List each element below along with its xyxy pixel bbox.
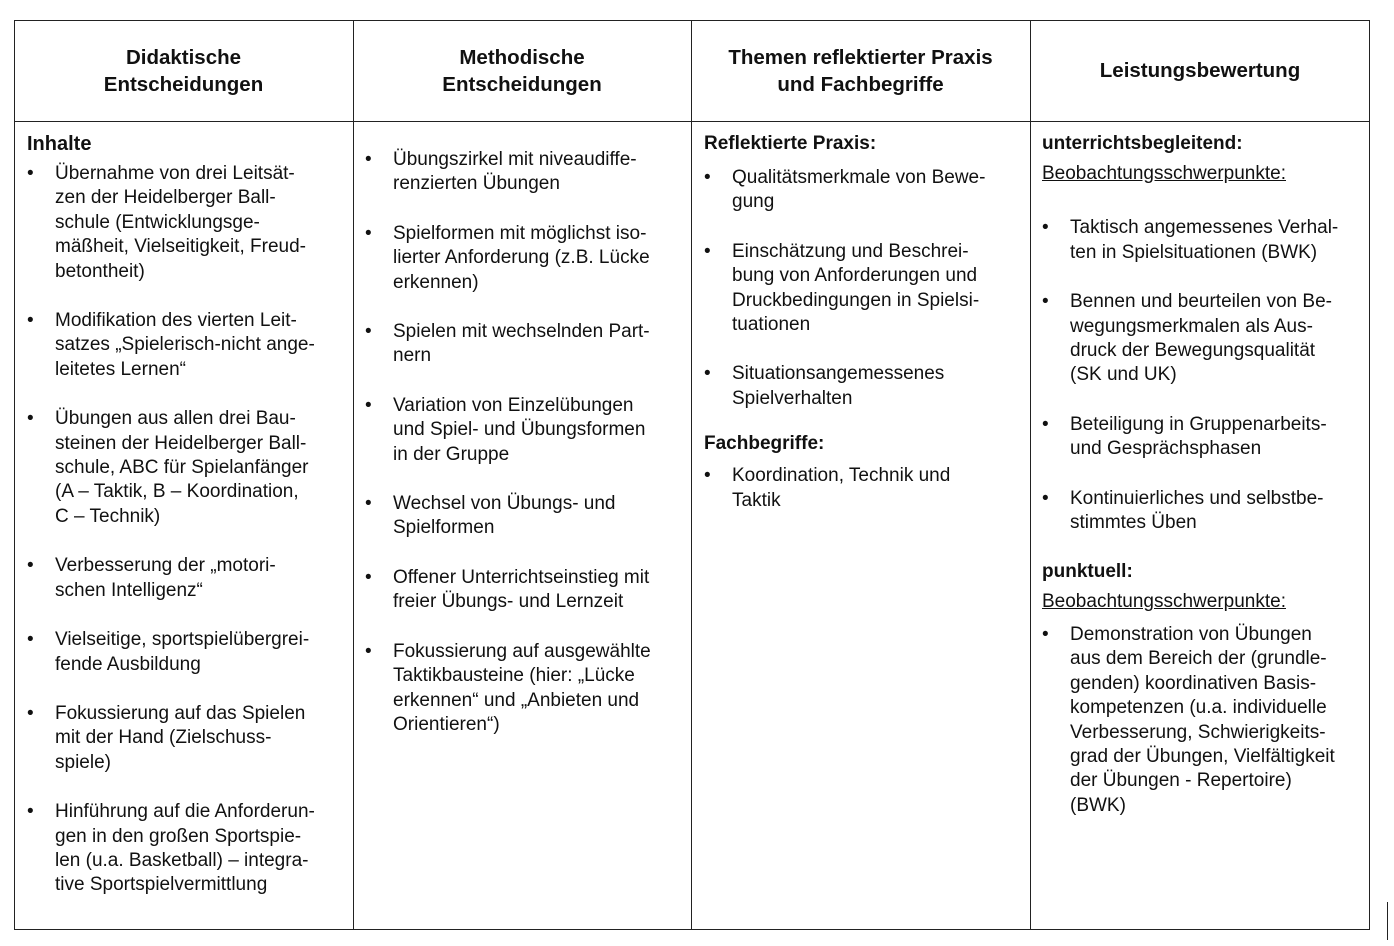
list-item-line: spiele) xyxy=(55,751,111,773)
list-item xyxy=(27,554,349,603)
section-title-reflektierte-praxis: Reflektierte Praxis: xyxy=(704,133,877,154)
list-item-line: schule (Entwicklungsge- xyxy=(55,211,260,233)
list-fachbegriffe xyxy=(704,464,1026,513)
list-item xyxy=(365,492,687,541)
list-item-line: • Spielformen mit möglichst iso- xyxy=(393,222,647,244)
list-item-line: mit der Hand (Zielschuss- xyxy=(55,727,272,749)
list-item-line: • Situationsangemessenes xyxy=(732,363,945,385)
column-themen xyxy=(704,132,1026,538)
column-divider-3 xyxy=(1030,20,1031,930)
header-line: Leistungsbewertung xyxy=(1099,59,1301,82)
list-item xyxy=(704,464,1026,513)
list-item-line: wegungsmerkmalen als Aus- xyxy=(1070,315,1313,337)
section-title-unterrichtsbegleitend: unterrichtsbegleitend: xyxy=(1042,133,1243,154)
list-item-line: C – Technik) xyxy=(55,505,161,527)
list-item-line: gung xyxy=(732,191,775,213)
list-item-line: • Wechsel von Übungs- und xyxy=(393,493,616,515)
list-item-line: lierter Anforderung (z.B. Lücke xyxy=(393,247,650,269)
header-line: Themen reflektierter Praxis xyxy=(728,45,993,69)
header-line: Methodische xyxy=(459,45,585,69)
list-item-line: in der Gruppe xyxy=(393,443,510,465)
list-item-line: aus dem Bereich der (grundle- xyxy=(1070,648,1327,670)
list-item-line: • Hinführung auf die Anforderun- xyxy=(55,801,315,823)
list-item-line: • Variation von Einzelübungen xyxy=(393,394,634,416)
list-item-line: fende Ausbildung xyxy=(55,653,201,675)
list-item-line: stimmtes Üben xyxy=(1070,512,1197,534)
list-item xyxy=(27,628,349,677)
list-item-line: Taktik xyxy=(732,489,781,511)
list-item xyxy=(27,407,349,529)
section-title-fachbegriffe: Fachbegriffe: xyxy=(704,433,825,455)
list-inhalte xyxy=(27,162,349,898)
header-line: und Fachbegriffe xyxy=(777,72,944,96)
list-item-line: renzierten Übungen xyxy=(393,173,560,195)
list-item-line: • Qualitätsmerkmale von Bewe- xyxy=(732,167,986,188)
list-item-line: schen Intelligenz“ xyxy=(55,579,203,601)
header-themen xyxy=(691,20,1030,121)
list-item xyxy=(27,162,349,284)
list-reflektierte-praxis xyxy=(704,166,1026,411)
list-item-line: • Übernahme von drei Leitsät- xyxy=(55,163,295,184)
list-item-line: • Vielseitige, sportspielübergrei- xyxy=(55,629,310,651)
list-item xyxy=(365,394,687,467)
list-item-line: (A – Taktik, B – Koordination, xyxy=(55,481,299,503)
list-item xyxy=(1042,487,1366,536)
column-methodische xyxy=(365,148,687,762)
section-title-punktuell: punktuell: xyxy=(1042,561,1133,583)
list-item xyxy=(365,320,687,369)
header-line: Entscheidungen xyxy=(103,72,264,96)
list-item-line: • Fokussierung auf ausgewählte xyxy=(393,640,651,662)
list-item-line: betontheit) xyxy=(55,260,145,282)
header-didaktische xyxy=(14,20,353,121)
list-item-line: druck der Bewegungsqualität xyxy=(1070,340,1316,362)
list-item-line: • Verbesserung der „motori- xyxy=(55,555,276,577)
list-item-line: erkennen“ und „Anbieten und xyxy=(393,689,640,711)
column-didaktische xyxy=(27,132,349,923)
list-item-line: ten in Spielsituationen (BWK) xyxy=(1070,241,1318,263)
list-item-line: tuationen xyxy=(732,314,811,336)
list-item-line: Spielformen xyxy=(393,517,495,539)
list-item-line: tive Sportspielvermittlung xyxy=(55,874,268,896)
list-item-line: erkennen) xyxy=(393,271,479,293)
list-item-line: Spielverhalten xyxy=(732,387,853,409)
list-methodische xyxy=(365,148,687,737)
header-divider xyxy=(14,121,1370,122)
list-item-line: • Fokussierung auf das Spielen xyxy=(55,702,306,724)
list-item-line: • Offener Unterrichtseinstieg mit xyxy=(393,566,650,588)
list-item xyxy=(27,309,349,382)
list-item-line: • Demonstration von Übungen xyxy=(1070,623,1312,645)
list-item-line: mäßheit, Vielseitigkeit, Freud- xyxy=(55,236,306,258)
header-line: Didaktische xyxy=(125,45,242,69)
list-item xyxy=(1042,413,1366,462)
list-item xyxy=(27,800,349,898)
list-item-line: steinen der Heidelberger Ball- xyxy=(55,432,307,454)
list-item-line: freier Übungs- und Lernzeit xyxy=(393,591,624,613)
list-item-line: schule, ABC für Spielanfänger xyxy=(55,457,309,479)
list-item-line: grad der Übungen, Vielfältigkeit xyxy=(1070,745,1335,767)
list-item-line: der Übungen - Repertoire) xyxy=(1070,770,1292,792)
list-item xyxy=(365,640,687,738)
list-punktuell xyxy=(1042,623,1366,818)
header-line: Entscheidungen xyxy=(442,72,602,96)
list-item xyxy=(1042,216,1366,265)
edge-mark xyxy=(1387,902,1388,940)
list-item xyxy=(704,240,1026,338)
list-item-line: • Kontinuierliches und selbstbe- xyxy=(1070,487,1324,509)
section-title-inhalte: Inhalte xyxy=(27,133,92,155)
list-item-line: • Bennen und beurteilen von Be- xyxy=(1070,291,1332,313)
list-item-line: nern xyxy=(393,345,432,367)
subheading-beobachtung-1: Beobachtungsschwerpunkte: xyxy=(1042,163,1286,184)
list-item-line: (BWK) xyxy=(1070,794,1126,816)
list-item xyxy=(365,566,687,615)
list-item xyxy=(27,702,349,775)
list-item-line: • Übungszirkel mit niveaudiffe- xyxy=(393,149,637,170)
list-item xyxy=(365,148,687,197)
list-item-line: Taktikbausteine (hier: „Lücke xyxy=(393,665,635,687)
list-item xyxy=(704,362,1026,411)
list-item-line: Verbesserung, Schwierigkeits- xyxy=(1070,721,1326,743)
column-divider-2 xyxy=(691,20,692,930)
list-item-line: len (u.a. Basketball) – integra- xyxy=(55,849,309,871)
column-divider-1 xyxy=(353,20,354,930)
list-item-line: • Koordination, Technik und xyxy=(732,465,951,487)
list-item-line: Druckbedingungen in Spielsi- xyxy=(732,289,980,311)
list-item-line: • Spielen mit wechselnden Part- xyxy=(393,321,650,343)
list-item-line: genden) koordinativen Basis- xyxy=(1070,672,1317,694)
list-item xyxy=(365,222,687,295)
list-item-line: kompetenzen (u.a. individuelle xyxy=(1070,697,1327,719)
subheading-beobachtung-2: Beobachtungsschwerpunkte: xyxy=(1042,591,1286,613)
list-item-line: und Spiel- und Übungsformen xyxy=(393,419,646,441)
list-item-line: (SK und UK) xyxy=(1070,364,1177,386)
list-item-line: bung von Anforderungen und xyxy=(732,265,978,287)
list-item-line: • Übungen aus allen drei Bau- xyxy=(55,408,296,430)
list-item-line: satzes „Spielerisch-nicht ange- xyxy=(55,334,315,356)
list-item-line: leitetes Lernen“ xyxy=(55,358,186,380)
header-methodische xyxy=(353,20,691,121)
list-item xyxy=(704,166,1026,215)
list-item-line: und Gesprächsphasen xyxy=(1070,438,1262,460)
list-item-line: • Beteiligung in Gruppenarbeits- xyxy=(1070,413,1327,435)
list-item-line: • Taktisch angemessenes Verhal- xyxy=(1070,217,1339,239)
list-item xyxy=(1042,623,1366,818)
list-item xyxy=(1042,290,1366,388)
list-item-line: Orientieren“) xyxy=(393,713,500,735)
list-unterrichtsbegleitend xyxy=(1042,216,1366,535)
column-leistungsbewertung xyxy=(1042,132,1366,843)
list-item-line: gen in den großen Sportspie- xyxy=(55,825,302,847)
list-item-line: • Einschätzung und Beschrei- xyxy=(732,240,969,262)
list-item-line: • Modifikation des vierten Leit- xyxy=(55,310,297,332)
list-item-line: zen der Heidelberger Ball- xyxy=(55,187,276,209)
header-leistungsbewertung xyxy=(1030,20,1370,121)
